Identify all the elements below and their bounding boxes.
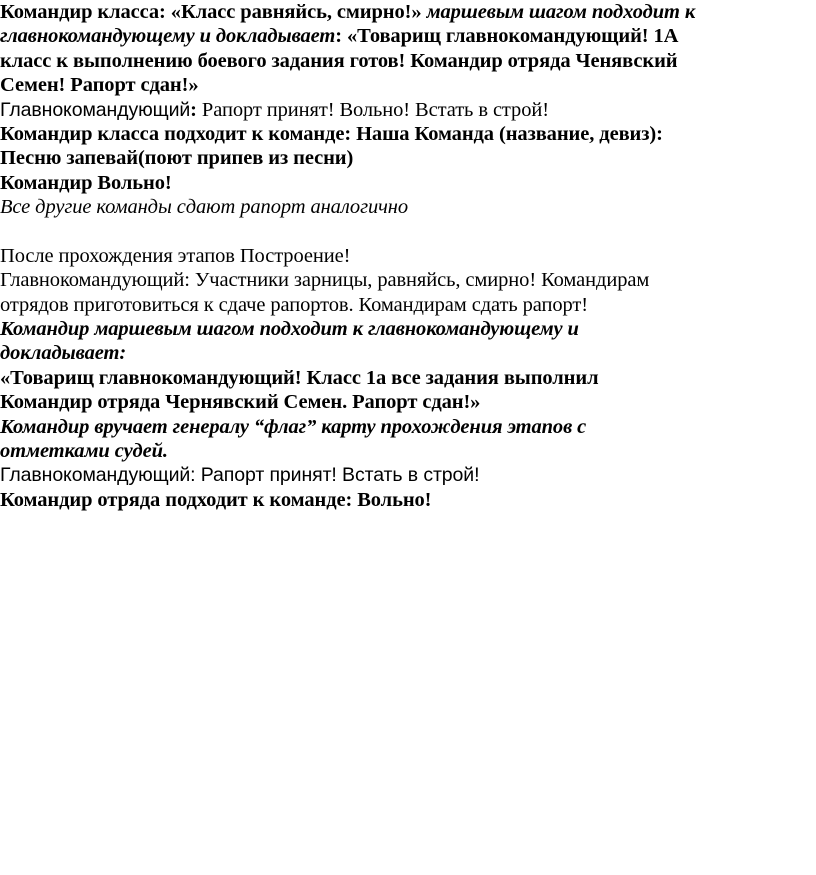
text-segment: Песню запевай(поют припев из песни) [0,147,354,170]
text-line [0,195,816,219]
text-line [0,463,816,487]
text-segment: «Товарищ главнокомандующий! Класс 1а все задания выполнил [0,366,599,389]
text-line [0,439,816,463]
blank-line [0,220,816,244]
text-segment: : «Товарищ главнокомандующий! 1А [335,25,679,48]
text-segment: маршевым шагом подходит к [426,1,696,23]
text-line [0,390,816,414]
text-segment: Командир класса: «Класс равняйсь, смирно!» [0,1,427,23]
text-segment: класс к выполнению боевого задания готов! Командир отряда Ченявский [0,49,678,72]
text-segment: Командир класса подходит к команде: Наша Команда (название, девиз): [0,122,663,145]
text-segment: : [190,98,197,121]
text-line [0,122,816,146]
text-segment: Главнокомандующий: Участники зарницы, равняйсь, смирно! Командирам [0,269,650,292]
text-segment: После прохождения этапов Построение! [0,244,351,267]
text-line [0,293,816,317]
text-segment: докладывает: [0,342,127,365]
text-segment: Командир Вольно! [0,171,172,194]
text-segment: Все другие команды сдают рапорт аналогично [0,196,409,219]
text-line [0,171,816,195]
text-line [0,73,816,97]
text-segment: Главнокомандующий: Рапорт принят! Встать в строй! [0,464,480,487]
text-segment: Командир вручает генералу “флаг” карту прохождения этапов с [0,415,587,438]
text-segment: Семен! Рапорт сдан!» [0,74,199,97]
text-line [0,0,816,24]
text-line [0,415,816,439]
text-line [0,366,816,390]
text-segment: главнокомандующему и докладывает [0,25,336,48]
text-line [0,98,816,122]
text-segment: Рапорт принят! Вольно! Встать в строй! [196,98,549,121]
text-line [0,317,816,341]
text-segment: отрядов приготовиться к сдаче рапортов. Командирам сдать рапорт! [0,293,589,316]
text-line [0,268,816,292]
text-line [0,341,816,365]
text-segment: Главнокомандующий [0,98,191,121]
text-segment: Командир отряда подходит к команде: Вольно! [0,488,432,511]
text-line [0,488,816,512]
text-segment: Командир маршевым шагом подходит к главнокомандующему и [0,318,579,341]
text-line [0,146,816,170]
text-segment: Командир отряда Чернявский Семен. Рапорт сдан!» [0,391,481,414]
text-line [0,24,816,48]
text-segment: отметками судей. [0,440,168,463]
text-line [0,49,816,73]
text-line [0,244,816,268]
